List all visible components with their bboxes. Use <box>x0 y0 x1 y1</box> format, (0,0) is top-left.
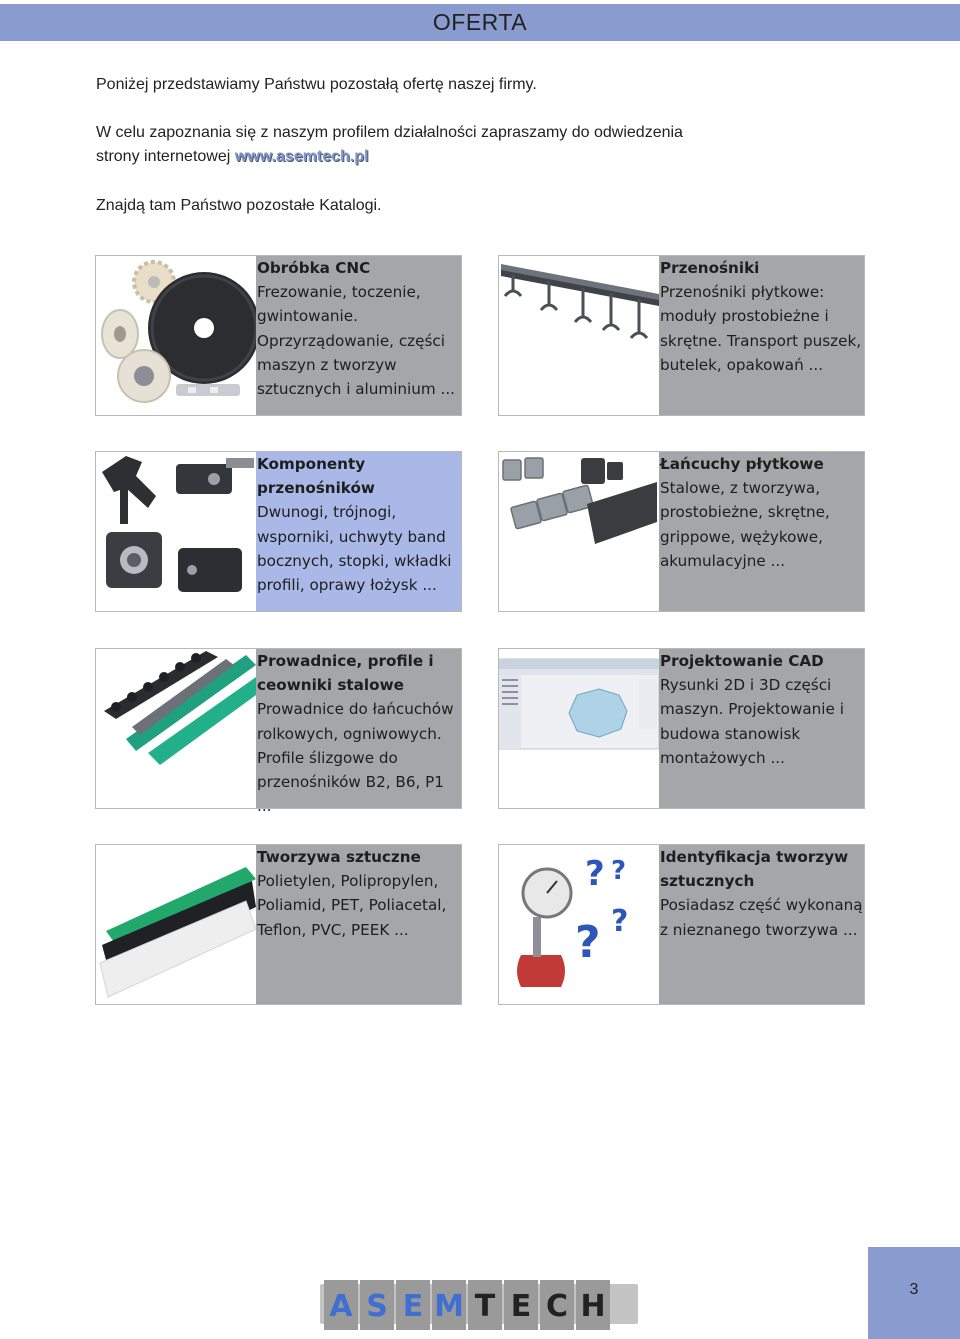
svg-text:A: A <box>329 1289 353 1324</box>
offer-card-guides-text <box>256 649 461 816</box>
svg-text:H: H <box>580 1289 606 1324</box>
offer-card-description: Frezowanie, toczenie, gwintowanie. Oprzyrządowanie, części maszyn z tworzyw sztucznych i aluminium ... <box>257 283 455 399</box>
offer-card-components-text <box>256 452 461 611</box>
cnc-parts-image <box>96 256 256 415</box>
page-header <box>0 4 960 41</box>
offer-card-title: Identyfikacja tworzyw sztucznych <box>660 848 849 891</box>
offer-card-title: Przenośniki <box>660 259 760 277</box>
offer-card-description: Polietylen, Polipropylen, Poliamid, PET, Poliacetal, Teflon, PVC, PEEK ... <box>257 872 447 939</box>
hardness-tester-image <box>499 845 659 1004</box>
svg-text:M: M <box>434 1289 464 1324</box>
svg-text:?: ? <box>575 917 601 968</box>
guides-image <box>96 649 256 808</box>
cad-screenshot-image <box>499 649 659 808</box>
offer-card-cad[interactable] <box>498 648 865 809</box>
svg-text:?: ? <box>585 854 605 894</box>
offer-card-chains-text <box>659 452 864 611</box>
offer-card-title: Łańcuchy płytkowe <box>660 455 824 473</box>
offer-card-title: Projektowanie CAD <box>660 652 824 670</box>
offer-card-title: Tworzywa sztuczne <box>257 848 421 866</box>
svg-text:?: ? <box>611 856 627 886</box>
intro-line-2a: W celu zapoznania się z naszym profilem działalności zapraszamy do odwiedzenia <box>96 124 683 141</box>
svg-text:S: S <box>366 1289 388 1324</box>
offer-card-components[interactable] <box>95 451 462 612</box>
offer-card-description: Posiadasz część wykonaną z nieznanego tworzywa ... <box>660 896 863 939</box>
intro-line-1: Poniżej przedstawiamy Państwu pozostałą ofertę naszej firmy. <box>96 76 537 93</box>
offer-card-cad-text <box>659 649 864 808</box>
intro-paragraph <box>96 121 683 169</box>
offer-card-description: Rysunki 2D i 3D części maszyn. Projektowanie i budowa stanowisk montażowych ... <box>660 676 844 767</box>
offer-card-chains[interactable] <box>498 451 865 612</box>
svg-text:E: E <box>402 1289 424 1324</box>
offer-card-guides[interactable] <box>95 648 462 816</box>
offer-card-conveyors-text <box>659 256 864 415</box>
offer-card-title: Komponenty przenośników <box>257 455 375 498</box>
conveyor-image <box>499 256 659 415</box>
components-image <box>96 452 256 611</box>
svg-text:C: C <box>545 1289 569 1324</box>
offer-card-plastics-text <box>256 845 461 1004</box>
chains-image <box>499 452 659 611</box>
offer-card-identification-text <box>659 845 864 1004</box>
intro-line-2b: strony internetowej <box>96 148 231 165</box>
offer-card-title: Prowadnice, profile i ceowniki stalowe <box>257 652 434 695</box>
plastic-sheets-image <box>96 845 256 1004</box>
offer-card-description: Stalowe, z tworzywa, prostobieżne, skrętne, grippowe, wężykowe, akumulacyjne ... <box>660 479 830 570</box>
offer-card-title: Obróbka CNC <box>257 259 371 277</box>
intro-line-3: Znajdą tam Państwo pozostałe Katalogi. <box>96 197 382 214</box>
offer-card-description: Przenośniki płytkowe: moduły prostobieżne i skrętne. Transport puszek, butelek, opakowań ... <box>660 283 862 374</box>
page-number: 3 <box>868 1247 960 1339</box>
offer-card-identification[interactable] <box>498 844 865 1005</box>
asemtech-logo <box>320 1278 638 1332</box>
offer-card-description: Dwunogi, trójnogi, wsporniki, uchwyty band bocznych, stopki, wkładki profili, oprawy łożysk ... <box>257 503 452 595</box>
offer-card-cnc-text <box>256 256 461 415</box>
svg-text:T: T <box>474 1289 496 1324</box>
offer-card-description: Prowadnice do łańcuchów rolkowych, ogniwowych. Profile ślizgowe do przenośników B2, B6, P1 ... <box>257 700 454 816</box>
svg-text:?: ? <box>611 904 629 939</box>
page-title: OFERTA <box>432 9 528 35</box>
offer-card-plastics[interactable] <box>95 844 462 1005</box>
website-link[interactable]: www.asemtech.pl <box>234 148 369 165</box>
svg-text:E: E <box>510 1289 532 1324</box>
offer-card-conveyors[interactable] <box>498 255 865 416</box>
offer-card-cnc[interactable] <box>95 255 462 416</box>
